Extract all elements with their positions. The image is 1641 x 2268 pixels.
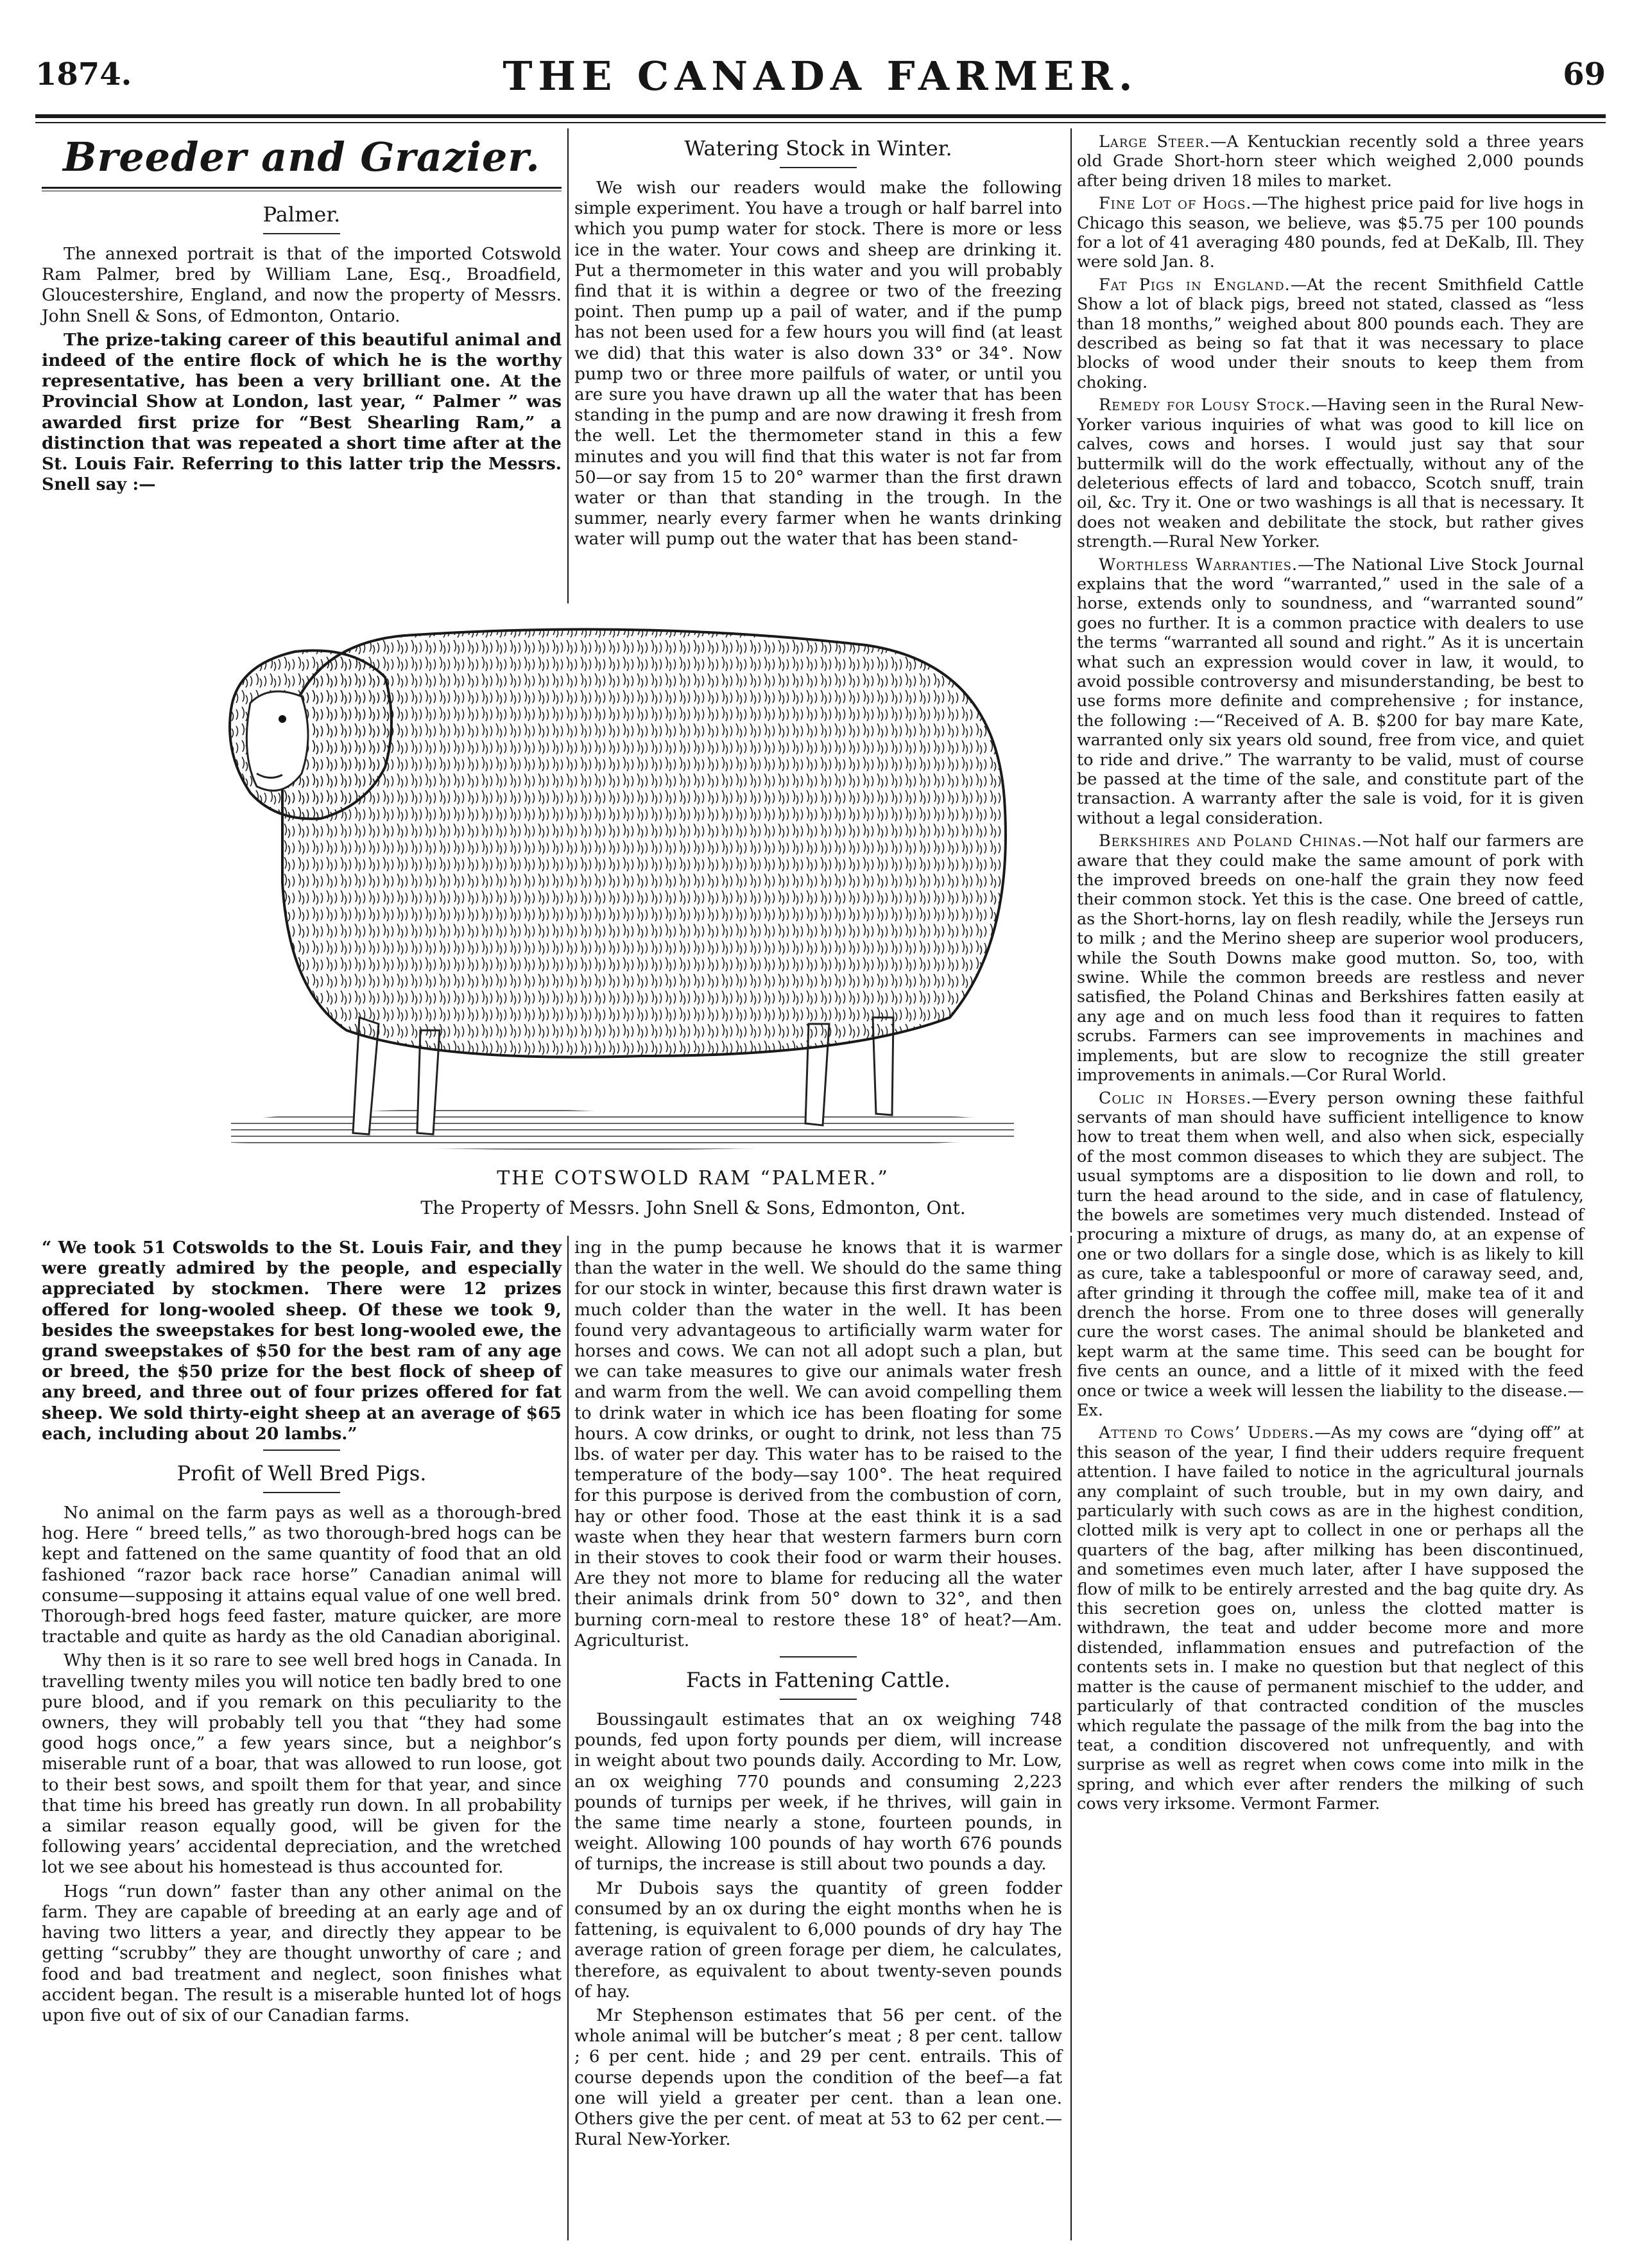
column-1-bottom [42, 1238, 562, 2029]
masthead [35, 50, 1606, 109]
note-lousy-stock: Remedy for Lousy Stock.—Having seen in the Rural New-Yorker various inquiries of what was good to kill lice on calves, cows and horses. I would just say that sour buttermilk will do the work effectually, without any of the deleterious effects of lard and tobacco, Scotch snuff, train oil, &c. Try it. One or two washings is all that is necessary. It does not weaken and debilitate the stock, but rather gives strength.—Rural New Yorker. [1077, 395, 1584, 551]
fattening-paragraph-2: Mr Dubois says the quantity of green fodder consumed by an ox during the eight months when he is fattening, is equivalent to 6,000 pounds of dry hay The average ration of green forage per diem, he calculates, therefore, as equivalent to about twenty-seven pounds of hay. [574, 1878, 1062, 2002]
note-fat-pigs: Fat Pigs in England.—At the recent Smithfield Cattle Show a lot of black pigs, breed not stated, classed as “less than 18 months,” weighed about 800 pounds each. They are described as being so fat that it was necessary to place blocks of wood under their snouts to keep them from choking. [1077, 274, 1585, 392]
palmer-paragraph-1: The annexed portrait is that of the imported Cotswold Ram Palmer, bred by William Lane, Esq., Broadfield, Gloucestershire, England, and now the property of Messrs. John Snell & Sons, of Edmonton, Ontario. [42, 244, 562, 326]
column-rule-1 [567, 128, 569, 603]
watering-heading: Watering Stock in Winter. [684, 136, 952, 160]
palmer-paragraph-2: The prize-taking career of this beautiful animal and indeed of the entire flock of which he is the worthy representative, has been a very brilliant one. At the Provincial Show at London, last year, “ Palmer ” was awarded first prize for “Best Shearling Ram,” a distinction that was repeated a short time after at the St. Louis Fair. Referring to this latter trip the Messrs. Snell say :— [42, 329, 562, 495]
heading-ornament [780, 1697, 857, 1702]
watering-paragraph-1: We wish our readers would make the following simple experiment. You have a trough or half barrel into which you pump water for stock. There is more or less ice in the water. Your cows and sheep are drinking it. Put a thermometer in this water and you will probably find that it is within a degree or two of the freezing point. Then pump up a pail of water, and if the pump has not been used for a few hours you will find (at least we did) that this water is also down 33° or 34°. Now pump two or three more pailfuls of water, or until you are sure you have drawn up all the water that has been standing in the pump and are now drawing it fresh from the well. Let the thermometer stand in this a few minutes and you will find that this water is not far from 50—or say from 15 to 20° warmer than the first drawn water or than that standing in the trough. In the summer, nearly every farmer when he wants drinking water will pump out the water that has been stand- [574, 178, 1062, 550]
column-rule-2-lower [1070, 1236, 1072, 2240]
heading-ornament [263, 231, 340, 236]
pigs-paragraph-3: Hogs “run down” faster than any other animal on the farm. They are capable of breeding at an early age and of having two litters a year, and directly they appear to be getting “scrubby” they are thought unworthy of care ; and food and bad treatment and neglect, soon finishes what accident began. The result is a miserable hunted lot of hogs upon five out of six of our Canadian farms. [42, 1881, 562, 2025]
pigs-heading: Profit of Well Bred Pigs. [176, 1461, 427, 1486]
section-divider [780, 1654, 857, 1659]
column-3 [1077, 132, 1584, 1817]
department-rule [42, 187, 562, 189]
column-2-bottom [574, 1238, 1062, 2153]
page-number: 69 [1563, 56, 1606, 92]
column-rule-1-lower [567, 1236, 569, 2240]
note-berkshires: Berkshires and Poland Chinas.—Not half our farmers are aware that they could make the same amount of pork with the improved breeds on one-half the grain they now feed their common stock. Yet this is the case. One breed of cattle, as the Short-horns, lay on flesh readily, while the Jerseys run to milk ; and the Merino sheep are superior wool producers, while the South Downs make good mutton. So, too, with swine. While the common breeds are restless and never satisfied, the Poland Chinas and Berkshires fatten easily at any age and on much less food than it requires to fatten scrubs. Farmers can see improvements in machines and implements, but are slow to recognize the still greater improvements in animals.—Cor Rural World. [1077, 831, 1584, 1085]
column-1-top [42, 132, 562, 498]
newspaper-title: THE CANADA FARMER. [503, 53, 1138, 100]
note-fine-hogs: Fine Lot of Hogs.—The highest price paid for live hogs in Chicago this season, we believe, was $5.75 per 100 pounds for a lot of 41 averaging 480 pounds, fed at DeKalb, Ill. They were sold Jan. 8. [1077, 193, 1584, 272]
column-2-top [574, 132, 1062, 553]
pigs-paragraph-1: No animal on the farm pays as well as a thorough-bred hog. Here “ breed tells,” as two thorough-bred hogs can be kept and fattened on the same quantity of food that an old fashioned “razor back race horse” Canadian animal will consume—supposing it attains equal value of one well bred. Thorough-bred hogs feed faster, mature quicker, are more tractable and quite as hardy as the old Canadian aboriginal. [42, 1503, 562, 1647]
issue-year: 1874. [35, 56, 132, 92]
palmer-heading: Palmer. [262, 202, 341, 227]
section-divider [263, 1448, 340, 1453]
heading-ornament [263, 1490, 340, 1495]
watering-paragraph-2: ing in the pump because he knows that it is warmer than the water in the well. We should do the same thing for our stock in winter, because this first drawn water is much colder than the water in the well. It has been found very advantageous to artificially warm water for horses and cows. We can not all adopt such a plan, but we can take measures to give our animals water fresh and warm from the well. We can avoid compelling them to drink water in which ice has been floating for some hours. A cow drinks, or ought to drink, not less than 75 lbs. of water per day. This water has to be raised to the temperature of the body—say 100°. The heat required for this purpose is derived from the combustion of corn, hay or other food. Those at the east think it is a sad waste when they hear that western farmers burn corn in their stoves to cook their food or warm their houses. Are they not more to blame for reducing all the water their animals drink from 50° down to 32°, and then burning corn-meal to restore these 18° of heat?—Am. Agriculturist. [574, 1238, 1062, 1650]
note-warranties: Worthless Warranties.—The National Live Stock Journal explains that the word “warranted,” used in the sale of a horse, extends only to soundness, and “warranted sound” goes no further. It is a common practice with dealers to use the terms “warranted all sound and right.” As it is uncertain what such an expression would cover in law, it would, to avoid possible controversy and misunderstanding, be best to use forms more definite and comprehensive ; for instance, the following :—“Received of A. B. $200 for bay mare Kate, warranted only six years old sound, free from vice, and quiet to ride and drive.” The warranty to be valid, must of course be passed at the time of the sale, and constitute part of the transaction. A warranty after the sale is void, for it is given without a legal consideration. [1077, 554, 1584, 827]
department-title: Breeder and Grazier. [63, 134, 540, 180]
note-colic: Colic in Horses.—Every person owning these faithful servants of man should have sufficient intelligence to know how to treat them when well, and also when sick, especially of the most common diseases to which they are subject. The usual symptoms are a disposition to lie down and roll, to turn the head around to the side, and in case of flatulency, the bowels are sometimes very much distended. Instead of procuring a mixture of drugs, as many do, at an expense of one or two dollars for a single dose, which is as likely to kill as cure, take a tablespoonful or more of caraway seed, and, after grinding it through the coffee mill, make tea of it and drench the horse. From one to three doses will generally cure the worst cases. The animal should be blanketed and kept warm at the same time. This seed can be bought for five cents an ounce, and a little of it mixed with the feed once or twice a week will lessen the liability to the disease.—Ex. [1077, 1087, 1584, 1419]
illustration-caption: THE COTSWOLD RAM “PALMER.” [497, 1167, 889, 1190]
fattening-paragraph-3: Mr Stephenson estimates that 56 per cent. of the whole animal will be butcher’s meat ; 8 per cent. tallow ; 6 per cent. hide ; and 29 per cent. entrails. This of course depends upon the condition of the beef—a fat one will yield a greater per cent. than a lean one. Others give the per cent. of meat at 53 to 62 per cent.—Rural New-Yorker. [574, 2005, 1062, 2150]
fattening-heading: Facts in Fattening Cattle. [686, 1668, 950, 1693]
note-large-steer: Large Steer.—A Kentuckian recently sold a three years old Grade Short-horn steer which weighed 2,000 pounds after being driven 18 miles to market. [1077, 132, 1584, 190]
heading-ornament [780, 165, 857, 170]
fattening-paragraph-1: Boussingault estimates that an ox weighing 748 pounds, fed upon forty pounds per diem, will increase in weight about two pounds daily. According to Mr. Low, an ox weighing 770 pounds and consuming 2,223 pounds of turnips per week, if he thrives, will gain in the same time nearly a stone, fourteen pounds, in weight. Allowing 100 pounds of hay worth 676 pounds of turnips, the increase is still about two pounds a day. [574, 1710, 1062, 1874]
pigs-paragraph-2: Why then is it so rare to see well bred hogs in Canada. In travelling twenty miles you will notice ten badly bred to one pure blood, and if you remark on this peculiarity to the owners, they will probably tell you that “they had some good hogs once,” a few years since, but a neighbor’s miserable runt of a boar, that was allowed to run loose, got to their best sows, and spoilt them for that year, and since that time his breed has greatly run down. In all probability a similar reason equally good, will be given for the following years’ accidental depreciation, and the wretched lot we see about his homestead is thus accounted for. [42, 1650, 562, 1878]
masthead-rule-thin [35, 122, 1606, 123]
note-udders: Attend to Cows’ Udders.—As my cows are “dying off” at this season of the year, I find their udders require frequent attention. I have failed to notice in the agricultural journals any complaint of such trouble, but in my own dairy, and particularly with such cows as are in the highest condition, clotted milk is very apt to collect in one or perhaps all the quarters of the bag, after milking has been discontinued, and sometimes even much later, after I have supposed the flow of milk to be entirely arrested and the bag quite dry. As this secretion goes on, unless the clotted matter is withdrawn, the teat and udder become more and more distended, inflammation ensues and putrefaction of the contents sets in. I make no question but that neglect of this matter is the cause of permanent mischief to the udder, and particularly of that contracted condition of the muscles which regulate the passage of the milk from the bag into the teat, a condition discovered not unfrequently, and with surprise as well as regret when cows come into milk in the spring, and which ever after renders the milking of such cows very irksome. Vermont Farmer. [1077, 1423, 1584, 1814]
illustration-subcaption: The Property of Messrs. John Snell & Sons, Edmonton, Ont. [420, 1197, 966, 1218]
masthead-rule-thick [35, 114, 1606, 118]
palmer-quote: “ We took 51 Cotswolds to the St. Louis Fair, and they were greatly admired by the people, and especially appreciated by stockmen. There were 12 prizes offered for long-wooled sheep. Of these we took 9, besides the sweepstakes for best long-wooled ewe, the grand sweepstakes of $50 for the best ram of any age or breed, the $50 prize for the best flock of sheep of any breed, and three out of four prizes offered for fat sheep. We sold thirty-eight sheep at an average of $65 each, including about 20 lambs.” [42, 1238, 562, 1444]
cotswold-ram-illustration [193, 607, 1078, 1172]
